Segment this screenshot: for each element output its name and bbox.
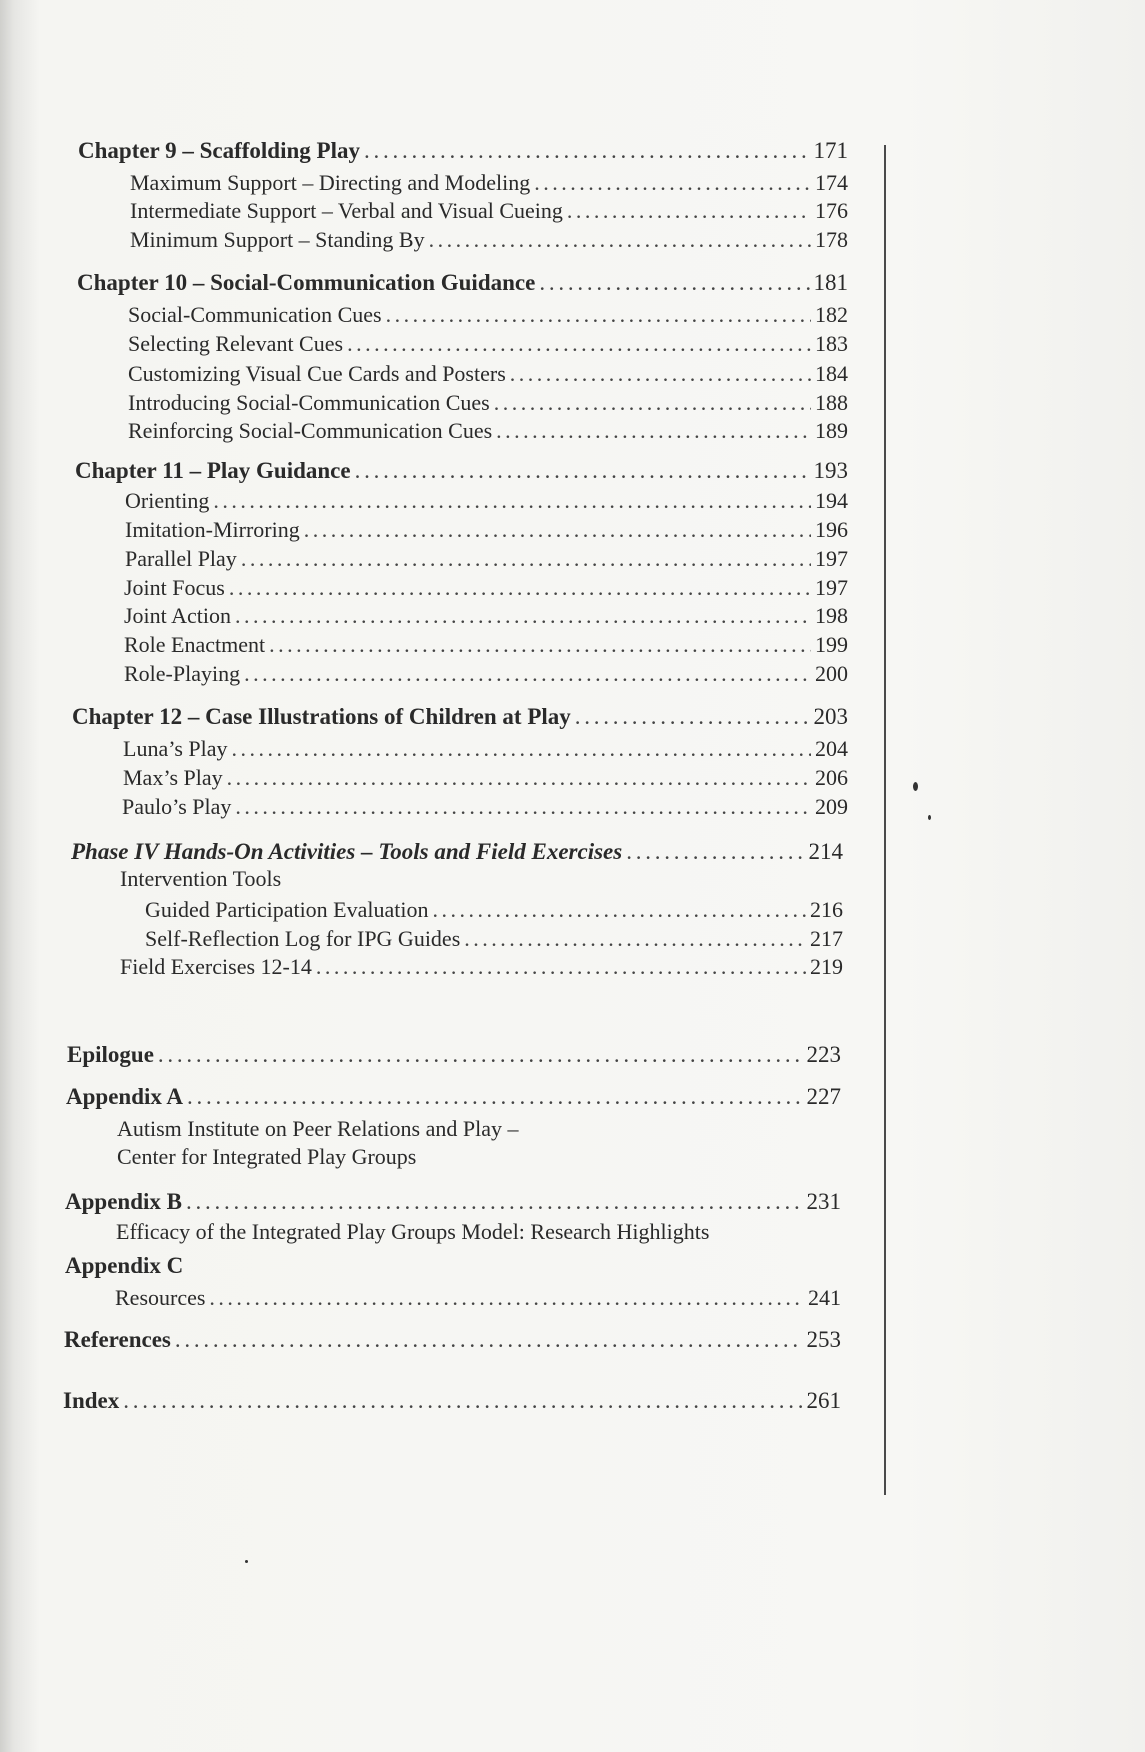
leader-dots — [227, 765, 811, 791]
toc-entry-imitation-mirroring[interactable] — [125, 517, 848, 543]
entry-title: Phase IV Hands-On Activities – Tools and Field Exercises — [71, 839, 623, 864]
page-number: 197 — [815, 546, 848, 571]
toc-entry-social-communication-cues[interactable] — [128, 302, 848, 328]
page-number: 178 — [815, 227, 848, 252]
page-number: 181 — [813, 270, 848, 295]
leader-dots — [186, 1189, 803, 1215]
entry-title: Role-Playing — [124, 661, 241, 686]
page-number: 188 — [815, 390, 848, 415]
toc-entry-appendix-b[interactable] — [65, 1189, 841, 1215]
entry-title: Minimum Support – Standing By — [130, 227, 425, 252]
toc-entry-chapter-10[interactable] — [77, 270, 848, 296]
leader-dots — [386, 302, 811, 328]
entry-title: Field Exercises 12-14 — [120, 954, 312, 979]
entry-title: Resources — [115, 1285, 206, 1310]
entry-title: Intermediate Support – Verbal and Visual Cueing — [130, 198, 563, 223]
entry-title: Maximum Support – Directing and Modeling — [130, 170, 531, 195]
entry-title: Chapter 10 – Social-Communication Guidance — [77, 270, 536, 295]
entry-title: Selecting Relevant Cues — [128, 331, 344, 356]
entry-title: References — [64, 1327, 171, 1352]
entry-title: Epilogue — [67, 1042, 154, 1067]
leader-dots — [534, 170, 811, 196]
leader-dots — [213, 488, 811, 514]
toc-heading-appendix-c: Appendix C — [65, 1253, 184, 1278]
page-number: 206 — [815, 765, 848, 790]
page-number: 197 — [815, 575, 848, 600]
entry-title: Index — [63, 1388, 120, 1413]
toc-entry-field-exercises[interactable] — [120, 954, 843, 980]
toc-entry-role-playing[interactable] — [124, 661, 848, 687]
toc-entry-role-enactment[interactable] — [124, 632, 848, 658]
scan-speck — [928, 815, 931, 820]
page-number: 194 — [815, 488, 848, 513]
toc-entry-reinforcing-cues[interactable] — [128, 418, 848, 444]
toc-entry-paulos-play[interactable] — [122, 794, 848, 820]
entry-title: Chapter 11 – Play Guidance — [75, 458, 351, 483]
page-number: 199 — [815, 632, 848, 657]
toc-entry-selecting-relevant-cues[interactable] — [128, 331, 848, 357]
toc-entry-self-reflection-log[interactable] — [145, 926, 843, 952]
page-number: 184 — [815, 361, 848, 386]
toc-entry-guided-participation-evaluation[interactable] — [145, 897, 843, 923]
page-number: 216 — [810, 897, 843, 922]
scan-speck — [245, 1560, 248, 1563]
entry-title: Imitation-Mirroring — [125, 517, 300, 542]
leader-dots — [175, 1327, 803, 1353]
toc-entry-maxs-play[interactable] — [123, 765, 848, 791]
toc-entry-customizing-visual-cue-cards[interactable] — [128, 361, 848, 387]
appendix-a-line-2: Center for Integrated Play Groups — [117, 1144, 417, 1169]
page-number: 176 — [815, 198, 848, 223]
toc-entry-joint-action[interactable] — [124, 603, 848, 629]
page-number: 193 — [813, 458, 848, 483]
toc-entry-joint-focus[interactable] — [124, 575, 848, 601]
page-number: 223 — [806, 1042, 841, 1067]
page-number: 209 — [815, 794, 848, 819]
toc-entry-references[interactable] — [64, 1327, 841, 1353]
entry-title: Self-Reflection Log for IPG Guides — [145, 926, 461, 951]
entry-title: Joint Focus — [124, 575, 225, 600]
entry-title: Guided Participation Evaluation — [145, 897, 429, 922]
leader-dots — [626, 839, 804, 865]
leader-dots — [241, 546, 811, 572]
page-number: 214 — [808, 839, 843, 864]
appendix-b-line-1: Efficacy of the Integrated Play Groups Model: Research Highlights — [116, 1219, 710, 1244]
page-number: 203 — [813, 704, 848, 729]
toc-entry-appendix-a[interactable] — [66, 1084, 841, 1110]
leader-dots — [429, 227, 811, 253]
page-number: 253 — [806, 1327, 841, 1352]
leader-dots — [510, 361, 811, 387]
leader-dots — [464, 926, 806, 952]
toc-entry-epilogue[interactable] — [67, 1042, 841, 1068]
leader-dots — [229, 575, 811, 601]
leader-dots — [316, 954, 806, 980]
page-number: 261 — [806, 1388, 841, 1413]
leader-dots — [187, 1084, 803, 1110]
entry-title: Chapter 9 – Scaffolding Play — [78, 138, 360, 163]
leader-dots — [209, 1285, 804, 1311]
toc-entry-introducing-cues[interactable] — [128, 390, 848, 416]
leader-dots — [575, 704, 810, 730]
page-number: 227 — [806, 1084, 841, 1109]
page-number: 189 — [815, 418, 848, 443]
leader-dots — [269, 632, 811, 658]
leader-dots — [539, 270, 809, 296]
toc-entry-orienting[interactable] — [125, 488, 848, 514]
leader-dots — [494, 390, 811, 416]
entry-title: Joint Action — [124, 603, 231, 628]
toc-entry-maximum-support[interactable] — [130, 170, 848, 196]
leader-dots — [364, 138, 810, 164]
leader-dots — [123, 1388, 802, 1414]
leader-dots — [235, 603, 811, 629]
leader-dots — [433, 897, 807, 923]
entry-title: Appendix A — [66, 1084, 183, 1109]
page-number: 183 — [815, 331, 848, 356]
page-number: 241 — [808, 1285, 841, 1310]
page-number: 196 — [815, 517, 848, 542]
page-number: 204 — [815, 736, 848, 761]
entry-title: Paulo’s Play — [122, 794, 232, 819]
toc-entry-chapter-12[interactable] — [72, 704, 848, 730]
entry-title: Reinforcing Social-Communication Cues — [128, 418, 493, 443]
toc-entry-lunas-play[interactable] — [123, 736, 848, 762]
toc-entry-parallel-play[interactable] — [125, 546, 848, 572]
page-number: 217 — [810, 926, 843, 951]
toc-entry-minimum-support[interactable] — [130, 227, 848, 253]
appendix-a-line-1: Autism Institute on Peer Relations and Play – — [117, 1116, 519, 1141]
leader-dots — [244, 661, 811, 687]
entry-title: Max’s Play — [123, 765, 223, 790]
entry-title: Social-Communication Cues — [128, 302, 382, 327]
page-number: 174 — [815, 170, 848, 195]
toc-entry-chapter-9[interactable] — [78, 138, 848, 164]
page-number: 198 — [815, 603, 848, 628]
leader-dots — [232, 736, 812, 762]
toc-entry-phase-iv[interactable] — [71, 839, 843, 865]
leader-dots — [235, 794, 811, 820]
entry-title: Role Enactment — [124, 632, 266, 657]
entry-title: Chapter 12 – Case Illustrations of Children at Play — [72, 704, 571, 729]
leader-dots — [496, 418, 811, 444]
leader-dots — [158, 1042, 803, 1068]
entry-title: Customizing Visual Cue Cards and Posters — [128, 361, 506, 386]
leader-dots — [347, 331, 811, 357]
entry-title: Appendix B — [65, 1189, 182, 1214]
page-number: 231 — [806, 1189, 841, 1214]
scan-speck — [913, 782, 918, 791]
page-number: 171 — [813, 138, 848, 163]
entry-title: Parallel Play — [125, 546, 237, 571]
toc-entry-chapter-11[interactable] — [75, 458, 848, 484]
toc-entry-index[interactable] — [63, 1388, 841, 1414]
leader-dots — [567, 198, 811, 224]
leader-dots — [304, 517, 811, 543]
page-number: 200 — [815, 661, 848, 686]
toc-heading-intervention-tools: Intervention Tools — [120, 866, 282, 891]
page-number: 182 — [815, 302, 848, 327]
page-number: 219 — [810, 954, 843, 979]
toc-entry-resources[interactable] — [115, 1285, 841, 1311]
toc-entry-intermediate-support[interactable] — [130, 198, 848, 224]
entry-title: Orienting — [125, 488, 210, 513]
leader-dots — [355, 458, 810, 484]
entry-title: Introducing Social-Communication Cues — [128, 390, 490, 415]
entry-title: Luna’s Play — [123, 736, 228, 761]
